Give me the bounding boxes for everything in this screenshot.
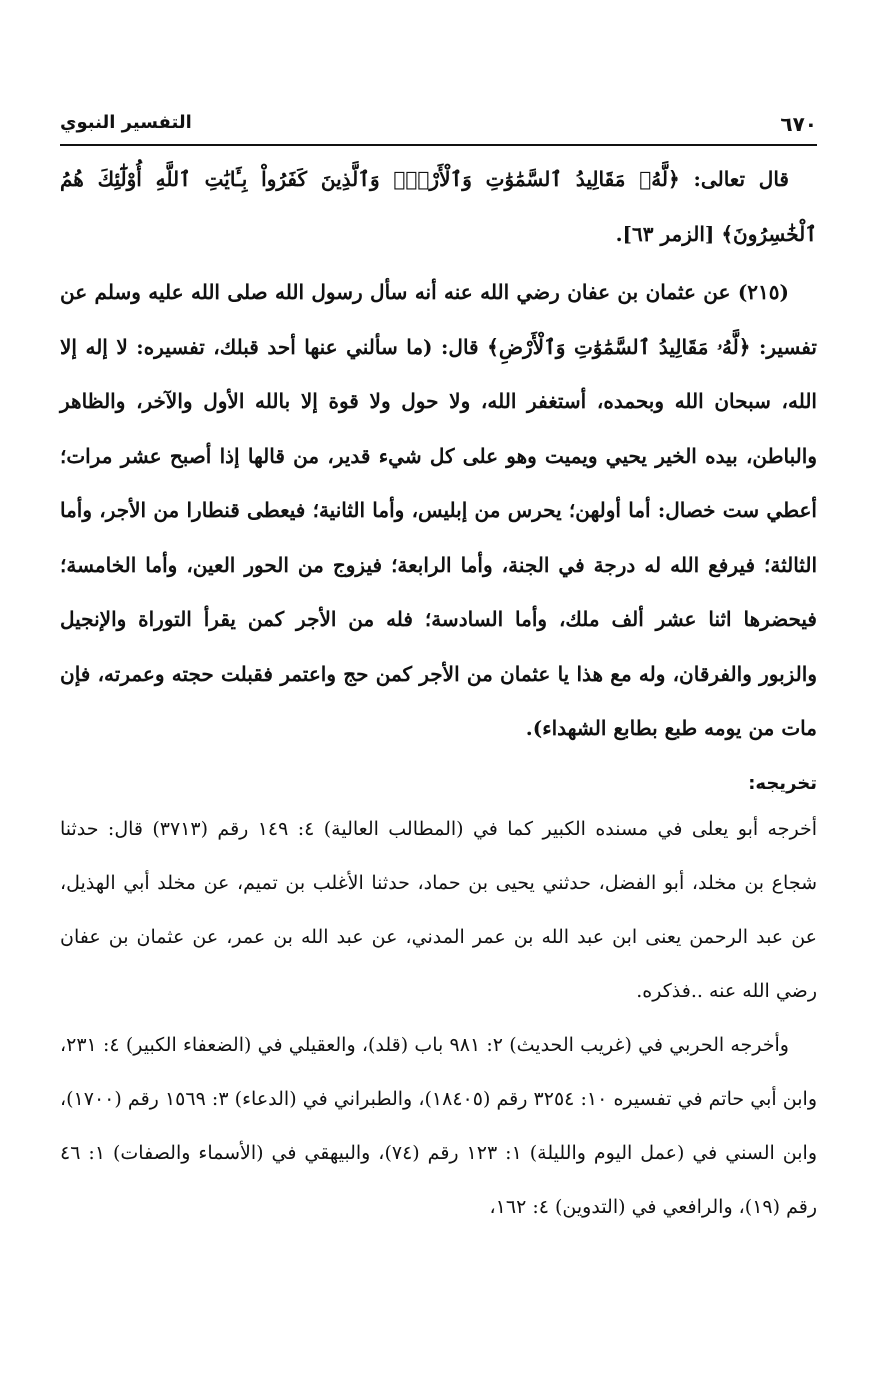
takhrij-paragraph-1: أخرجه أبو يعلى في مسنده الكبير كما في (المطالب العالية) ٤: ١٤٩ رقم (٣٧١٣) قال: حدثنا شجاع بن مخلد، أبو الفضل، حدثني يحيى بن حماد، حدثنا الأغلب بن تميم، عن مخلد أبي الهذيل، عن عبد الرحمن يعنى ابن عبد الله بن عمر المدني، عن عبد الله بن عمر، عن عثمان بن عفان رضي الله عنه ..فذكره. [60, 817, 817, 1002]
page-number: ٦٧٠ [780, 112, 817, 136]
takhrij-heading: تخريجه: [748, 772, 817, 794]
running-title: التفسير النبوي [60, 112, 192, 133]
verse-paragraph: قال تعالى: ﴿لَّهُۥ مَقَالِيدُ ٱلسَّمَٰوَٰتِ وَٱلْأَرْضِۗ وَٱلَّذِينَ كَفَرُواْ بِـَٔايَٰتِ ٱللَّهِ أُوْلَٰٓئِكَ هُمُ ٱلْخَٰسِرُونَ﴾ [الزمر ٦٣]. [60, 167, 817, 246]
takhrij-paragraph-2: وأخرجه الحربي في (غريب الحديث) ٢: ٩٨١ باب (قلد)، والعقيلي في (الضعفاء الكبير) ٤: ٢٣١، وابن أبي حاتم في تفسيره ١٠: ٣٢٥٤ رقم (١٨٤٠٥)، والطبراني في (الدعاء) ٣: ١٥٦٩ رقم (١٧٠٠)، وابن السني في (عمل اليوم والليلة) ١: ١٢٣ رقم (٧٤)، والبيهقي في (الأسماء والصفات) ١: ٤٦ رقم (١٩)، والرافعي في (التدوين) ٤: ١٦٢، [60, 1033, 817, 1218]
book-page [60, 110, 817, 1234]
page-header [60, 110, 817, 146]
hadith-paragraph: (٢١٥) عن عثمان بن عفان رضي الله عنه أنه سأل رسول الله صلى الله عليه وسلم عن تفسير: ﴿لَّهُۥ مَقَالِيدُ ٱلسَّمَٰوَٰتِ وَٱلْأَرْضِ﴾ قال: (ما سألني عنها أحد قبلك، تفسيره: لا إله إلا الله، سبحان الله وبحمده، أستغفر الله، ولا حول ولا قوة إلا بالله الأول والآخر، والظاهر والباطن، بيده الخير يحيي ويميت وهو على كل شيء قدير، من قالها إذا أصبح عشر مرات؛ أعطي ست خصال: أما أولهن؛ يحرس من إبليس، وأما الثانية؛ فيعطى قنطارا من الأجر، وأما الثالثة؛ فيرفع الله له درجة في الجنة، وأما الرابعة؛ فيزوج من الحور العين، وأما الخامسة؛ فيحضرها اثنا عشر ألف ملك، وأما السادسة؛ فله من الأجر كمن يقرأ التوراة والإنجيل والزبور والفرقان، وله مع هذا يا عثمان من الأجر كمن حج واعتمر فقبلت حجته وعمرته، فإن مات من يومه طبع بطابع الشهداء). [60, 280, 817, 740]
